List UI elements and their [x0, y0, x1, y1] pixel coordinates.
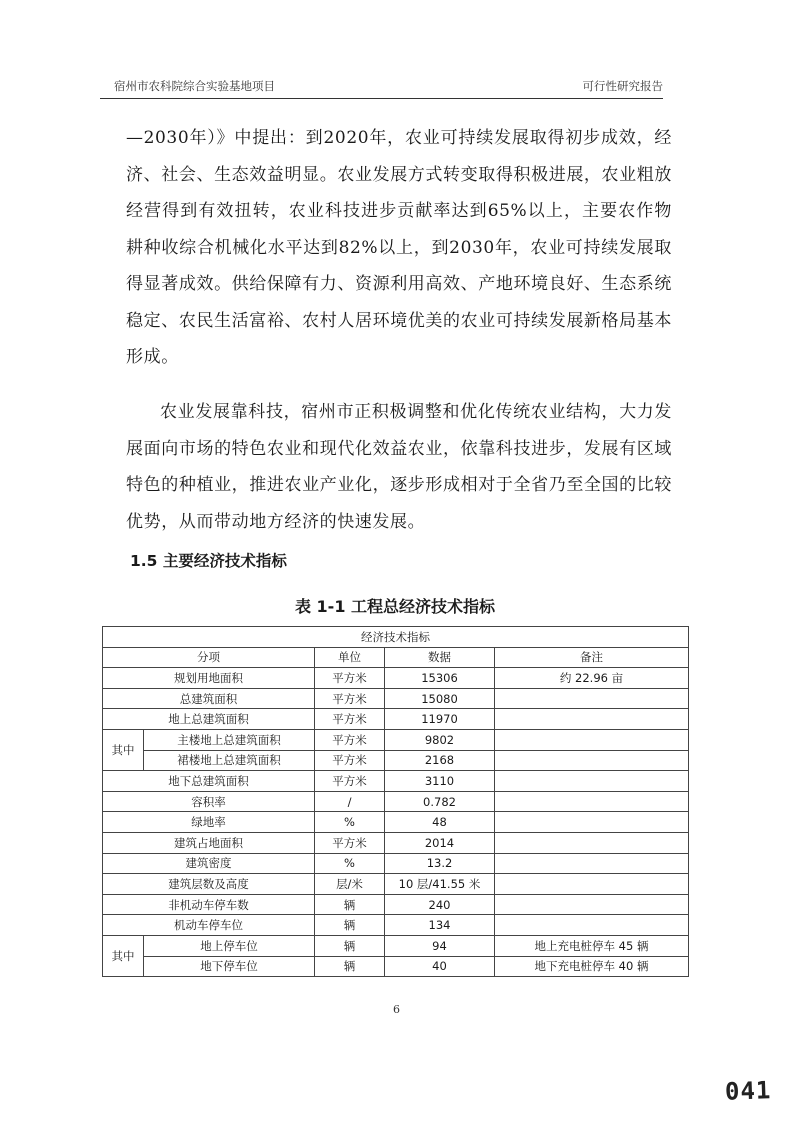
column-header-note: 备注: [495, 647, 689, 668]
row-note: [495, 853, 689, 874]
handwritten-page-stamp: 041: [724, 1076, 772, 1106]
row-item: 地下总建筑面积: [103, 771, 315, 792]
table-caption: 表 1-1 工程总经济技术指标: [294, 597, 496, 616]
table-row: [103, 791, 689, 812]
table-row: [103, 729, 689, 750]
group-label: 其中: [103, 729, 144, 770]
table-row: [103, 832, 689, 853]
row-note: [495, 771, 689, 792]
table-row: [103, 935, 689, 956]
row-unit: 平方米: [315, 709, 385, 730]
row-unit: 辆: [315, 894, 385, 915]
table-row: [103, 874, 689, 895]
page-header: [100, 74, 663, 99]
row-unit: 平方米: [315, 832, 385, 853]
table-header-row: [103, 647, 689, 668]
row-value: 15306: [385, 668, 495, 689]
row-item: 地上停车位: [144, 935, 315, 956]
row-value: 48: [385, 812, 495, 833]
row-value: 13.2: [385, 853, 495, 874]
row-note: [495, 874, 689, 895]
table-row: [103, 771, 689, 792]
row-item: 裙楼地上总建筑面积: [144, 750, 315, 771]
table-title-row: [103, 627, 689, 648]
row-item: 建筑占地面积: [103, 832, 315, 853]
row-item: 非机动车停车数: [103, 894, 315, 915]
row-note: 约 22.96 亩: [495, 668, 689, 689]
row-item: 机动车停车位: [103, 915, 315, 936]
paragraph-agri-technology: 农业发展靠科技，宿州市正积极调整和优化传统农业结构，大力发展面向市场的特色农业和现代化效益农业，依靠科技进步，发展有区域特色的种植业，推进农业产业化，逐步形成相对于全省乃至全国的比较优势，从而带动地方经济的快速发展。: [126, 402, 672, 532]
page-number: 6: [393, 1003, 400, 1016]
table-row: [103, 750, 689, 771]
row-item: 地下停车位: [144, 956, 315, 977]
row-value: 2168: [385, 750, 495, 771]
column-header-value: 数据: [385, 647, 495, 668]
row-note: [495, 750, 689, 771]
row-note: 地上充电桩停车 45 辆: [495, 935, 689, 956]
row-unit: 辆: [315, 956, 385, 977]
group-label: 其中: [103, 935, 144, 976]
row-note: [495, 832, 689, 853]
row-note: [495, 688, 689, 709]
row-value: 10 层/41.55 米: [385, 874, 495, 895]
row-note: [495, 791, 689, 812]
row-value: 94: [385, 935, 495, 956]
row-value: 240: [385, 894, 495, 915]
row-value: 134: [385, 915, 495, 936]
row-note: [495, 894, 689, 915]
row-unit: 平方米: [315, 688, 385, 709]
row-item: 规划用地面积: [103, 668, 315, 689]
row-unit: %: [315, 812, 385, 833]
header-report-type: 可行性研究报告: [582, 79, 663, 93]
row-value: 9802: [385, 729, 495, 750]
row-item: 地上总建筑面积: [103, 709, 315, 730]
table-row: [103, 812, 689, 833]
table-title: 经济技术指标: [103, 627, 689, 648]
row-item: 主楼地上总建筑面积: [144, 729, 315, 750]
row-item: 建筑层数及高度: [103, 874, 315, 895]
row-value: 15080: [385, 688, 495, 709]
row-value: 11970: [385, 709, 495, 730]
row-unit: 平方米: [315, 750, 385, 771]
table-row: [103, 894, 689, 915]
row-unit: 辆: [315, 915, 385, 936]
row-note: [495, 915, 689, 936]
row-unit: %: [315, 853, 385, 874]
row-note: 地下充电桩停车 40 辆: [495, 956, 689, 977]
row-unit: 平方米: [315, 729, 385, 750]
row-note: [495, 729, 689, 750]
header-project-title: 宿州市农科院综合实验基地项目: [114, 79, 275, 93]
row-note: [495, 709, 689, 730]
section-heading: 1.5 主要经济技术指标: [130, 552, 287, 570]
row-unit: 平方米: [315, 668, 385, 689]
row-value: 40: [385, 956, 495, 977]
column-header-item: 分项: [103, 647, 315, 668]
table-row: [103, 668, 689, 689]
row-item: 容积率: [103, 791, 315, 812]
paragraph-sustainable-goals: —2030年）》中提出：到2020年，农业可持续发展取得初步成效，经济、社会、生态效益明显。农业发展方式转变取得积极进展，农业粗放经营得到有效扭转，农业科技进步贡献率达到65%以上，主要农作物耕种收综合机械化水平达到82%以上，到2030年，农业可持续发展取得显著成效。供给保障有力、资源利用高效、产地环境良好、生态系统稳定、农民生活富裕、农村人居环境优美的农业可持续发展新格局基本形成。: [126, 128, 672, 367]
row-item: 总建筑面积: [103, 688, 315, 709]
row-item: 建筑密度: [103, 853, 315, 874]
table-row: [103, 688, 689, 709]
row-value: 3110: [385, 771, 495, 792]
table-row: [103, 709, 689, 730]
economic-indicators-table: [102, 626, 689, 977]
table-row: [103, 915, 689, 936]
row-unit: 辆: [315, 935, 385, 956]
row-unit: 平方米: [315, 771, 385, 792]
row-note: [495, 812, 689, 833]
row-unit: 层/米: [315, 874, 385, 895]
row-unit: /: [315, 791, 385, 812]
column-header-unit: 单位: [315, 647, 385, 668]
table-row: [103, 956, 689, 977]
table-row: [103, 853, 689, 874]
row-value: 0.782: [385, 791, 495, 812]
row-value: 2014: [385, 832, 495, 853]
row-item: 绿地率: [103, 812, 315, 833]
